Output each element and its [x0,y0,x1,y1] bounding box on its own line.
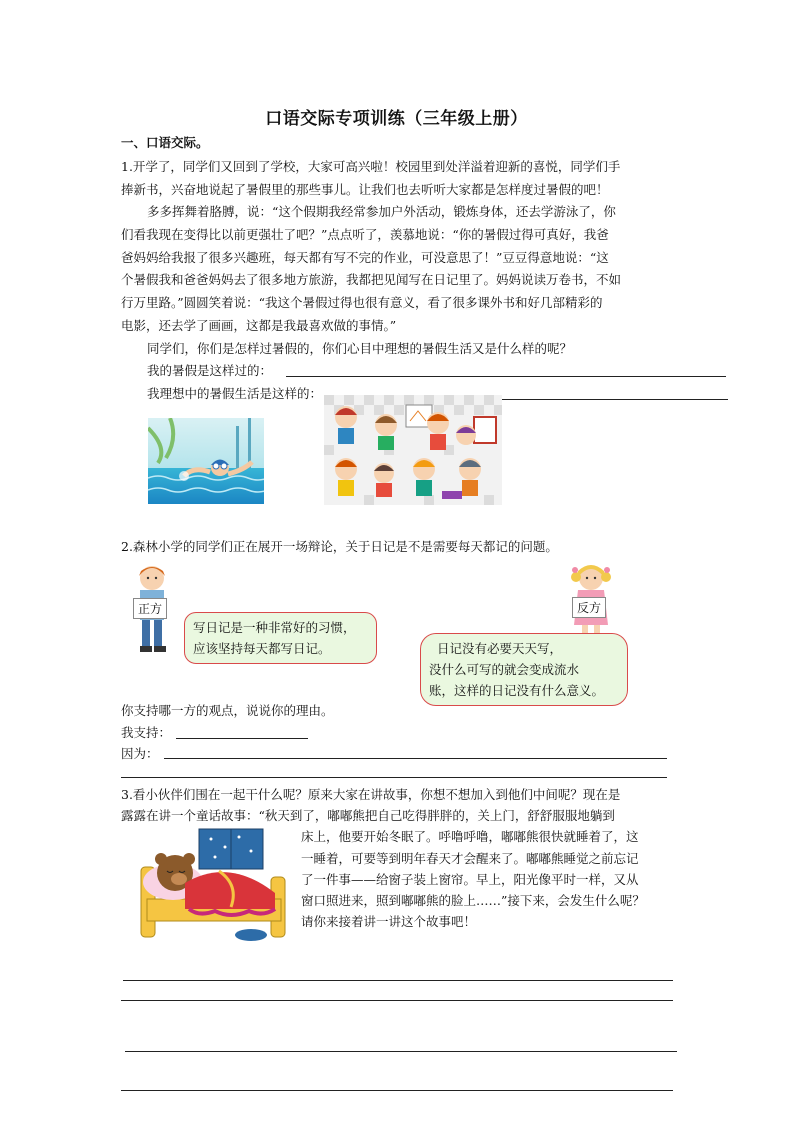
q2-intro: 2.森林小学的同学们正在展开一场辩论，关于日记是不是需要每天都记的问题。 [121,539,558,554]
answer-prompt: 我的暑假是这样过的： [147,363,273,378]
story-answer-line[interactable] [123,980,673,981]
q1-line: 个暑假我和爸爸妈妈去了很多地方旅游，我都把见闻写在日记里了。妈妈说读万卷书，不如 [121,272,622,287]
pro-side-sign: 正方 [133,598,167,619]
q1-line: 捧新书，兴奋地说起了暑假里的那些事儿。让我们也去听听大家都是怎样度过暑假的吧！ [121,182,609,197]
section-heading: 一、口语交际。 [121,135,209,150]
pro-argument-line: 写日记是一种非常好的习惯， [193,620,356,635]
pro-speech-bubble [184,612,377,664]
q1-line: 们看我现在变得比以前更强壮了吧？”点点听了，羡慕地说：“你的暑假过得可真好，我爸 [121,227,609,242]
story-answer-line[interactable] [121,1000,673,1001]
story-answer-line[interactable] [125,1051,677,1052]
q3-line: 了一件事——给窗子装上窗帘。早上，阳光像平时一样，又从 [301,872,639,887]
con-argument-line: 账，这样的日记没有什么意义。 [429,683,605,698]
q3-line: 床上，他要开始冬眠了。呼噜呼噜，嘟嘟熊很快就睡着了，这 [301,829,639,844]
pro-argument-line: 应该坚持每天都写日记。 [193,641,331,656]
con-argument-line: 没什么可写的就会变成流水 [429,662,580,677]
q3-line: 3.看小伙伴们围在一起干什么呢？原来大家在讲故事，你想不想加入到他们中间呢？现在是 [121,787,621,802]
q1-line: 爸妈妈给我报了很多兴趣班，每天都有写不完的作业，可没意思了！”豆豆得意地说：“这 [121,250,609,265]
con-side-sign: 反方 [572,597,606,618]
q1-line: 行万里路。”圆圆笑着说：“我这个暑假过得也很有意义，看了很多课外书和好几部精彩的 [121,295,603,310]
q3-line: 请你来接着讲一讲这个故事吧！ [301,914,477,929]
reason-answer-line[interactable] [121,777,667,778]
reason-answer-line[interactable] [164,758,667,759]
q3-line: 一睡着，可要等到明年春天才会醒来了。嘟嘟熊睡觉之前忘记 [301,851,639,866]
q1-line: 1.开学了，同学们又回到了学校，大家可高兴啦！校园里到处洋溢着迎新的喜悦，同学们手 [121,159,621,174]
q1-line: 电影，还去学了画画，这都是我最喜欢做的事情。” [121,318,397,333]
q2-question: 你支持哪一方的观点，说说你的理由。 [121,703,334,718]
support-answer-line[interactable] [176,738,308,739]
q1-line: 多多挥舞着胳膊，说：“这个假期我经常参加户外活动，锻炼身体，还去学游泳了，你 [147,204,616,219]
q1-line: 同学们，你们是怎样过暑假的，你们心目中理想的暑假生活又是什么样的呢？ [147,341,573,356]
q3-line: 窗口照进来，照到嘟嘟熊的脸上……”接下来，会发生什么呢？ [301,893,645,908]
kids-activities-illustration [324,395,502,505]
answer-prompt: 我理想中的暑假生活是这样的： [147,386,323,401]
reason-label: 因为： [121,746,159,761]
page-title: 口语交际专项训练（三年级上册） [265,109,528,129]
con-speech-bubble [420,633,628,706]
story-answer-line[interactable] [121,1090,673,1091]
swimming-boy-illustration [148,418,264,504]
sleeping-bear-illustration [139,827,289,942]
answer-line[interactable] [286,376,726,377]
con-argument-line: 日记没有必要天天写， [437,641,563,656]
q3-line: 露露在讲一个童话故事：“秋天到了，嘟嘟熊把自己吃得胖胖的，关上门，舒舒服服地躺到 [121,808,615,823]
support-label: 我支持： [121,725,172,740]
